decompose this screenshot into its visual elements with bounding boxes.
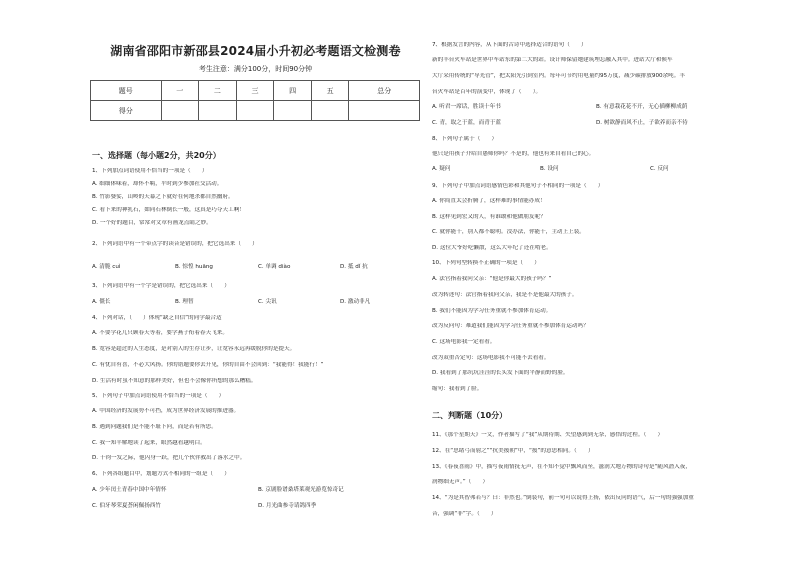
q10-option-d: D. 我看到了那坑坑洼洼的长头发下面的平静而野的脸。: [432, 370, 569, 376]
page-title: 湖南省邵阳市新邵县2024届小升初必考题语文检测卷: [110, 44, 401, 58]
judge-13-cont: 润物细无声。”（ ）: [432, 479, 489, 485]
q10-option-c: C. 这场电影我一定看看。: [432, 339, 496, 345]
judge-11: 11、《那个星期天》一文，作者描写了“我”从期待期、失望感到到无奈，感悟的过程。（ ）: [432, 432, 664, 438]
q4-option-b: B. 宽容是超过的人生态度，是对别人的生存让步，让宽容永远再缓脱你的是提天。: [92, 346, 296, 352]
score-input-cell[interactable]: [161, 101, 199, 121]
q7-stem: 7、根据发言的内容，从下面的古诗中选择适合的语句（ ）: [432, 42, 587, 48]
q9-option-d: D. 这位大爷好吃懒散，这么大年纪了还在啃老。: [432, 245, 552, 251]
q1-stem: 1、下列加点词语使用不恰当的一项是（ ）: [92, 168, 208, 174]
q3-option-c: C. 尖讯: [258, 299, 277, 305]
q9-option-a: A. 你简直太会折腾了，这样难的事情能办成！: [432, 198, 546, 204]
score-input-cell[interactable]: [349, 101, 420, 121]
q2-stem: 2、下列词语中有一个带点字的读音是错误的，把它选出来（ ）: [92, 241, 258, 247]
score-input-cell[interactable]: [236, 101, 274, 121]
score-input-cell[interactable]: [311, 101, 349, 121]
score-input-cell[interactable]: [274, 101, 312, 121]
q9-option-b: B. 这样见到宏又的人，有谁敢和他做朋友呢？: [432, 214, 546, 220]
q3-stem: 3、下列词语中有一个字是错误的，把它选出来（ ）: [92, 283, 230, 289]
score-cell: 三: [236, 81, 274, 101]
q2-option-d: D. 抵 dǐ 抗: [340, 264, 368, 270]
q10-stem: 10、下列句型转换不正确的一项是（ ）: [432, 260, 540, 266]
q3-option-a: A. 僵长: [92, 299, 111, 305]
q4-stem: 4、下列对话，（ ）体现“缺乏自信”的同学最合适: [92, 315, 222, 321]
q1-option-a: A. 细细体味着，却怀不羁，平时到少参加社交活动。: [92, 181, 223, 187]
section-1-heading: 一、选择题（每小题2分，共20分）: [92, 151, 221, 160]
q1-option-c: C. 看下来的神乳石，如同石林倒长一般，这真是巧夺天工啊！: [92, 207, 245, 213]
q7-passage-line: 大厅采用传统的“导光管”，把太阳光引到室内。每年可节约用电量约95万度，减少碳排放900余吨。丰: [432, 73, 685, 79]
section-2-heading: 二、判断题（10分）: [432, 411, 508, 420]
score-header-row: [91, 81, 420, 101]
exam-notice: 考生注意：满分100分，时间90分钟: [198, 65, 313, 73]
q4-option-d: D. 生活有时虽不知意的那样美好，但也不会像你所想的那么糟糕。: [92, 378, 257, 384]
q4-option-c: C. 有忧自有喜，不必大风扬。你的错题要你去升见，你的自由不会回到：“我能得！我能行！”: [92, 362, 324, 368]
q3-option-b: B. 理智: [175, 299, 194, 305]
score-cell: 题号: [91, 81, 162, 101]
q8-option-a: A. 疑问: [432, 166, 451, 172]
judge-14-cont: 音，强调“非”字。（ ）: [432, 511, 497, 517]
q10-option-a-conversion: 改为转述句：法官指着我问父亲，我是不是他最大的孩子。: [432, 292, 578, 298]
score-table: [90, 80, 420, 121]
q7-passage-line: 新的丰台火车站是世界中车站东的第二大的站。设计师保留她建筑埋忘融入其中。进站大厅和候车: [432, 57, 673, 63]
q10-option-c-conversion: 改为双重否定句：这场电影我不可能不去看看。: [432, 355, 550, 361]
q9-stem: 9、下列句子中加点词语感情色彩和其他句子不相同的一项是（ ）: [432, 183, 604, 189]
judge-12: 12、在“思绪弓而射之”“抗美援朝”中，“援”的意思相同。（ ）: [432, 448, 594, 454]
q1-option-d: D. 一个好的题目，常常对文章有画龙点睛之妙。: [92, 220, 212, 226]
score-value-row: [91, 101, 420, 121]
score-cell: 二: [199, 81, 237, 101]
q5-option-d: D. 千钧一发之际，他闪身一跃，把几个伙伴救出了落水之中。: [92, 455, 246, 461]
score-cell: 得分: [91, 101, 162, 121]
q2-option-c: C. 单调 diào: [258, 264, 291, 270]
q5-option-b: B. 遇到问题我们是不能不耻下问，而是若有所思。: [92, 424, 217, 430]
q4-option-a: A. 不要学花儿只顾春天等着，要学燕子衔着春天飞来。: [92, 330, 228, 336]
q8-option-b: B. 设问: [540, 166, 559, 172]
q7-option-b: B. 有意栽花花不开，无心插柳柳成荫: [596, 104, 688, 110]
q6-option-b: B. 京剧脸谱桑塔莱观光游览惊奇记: [258, 487, 344, 493]
q5-option-c: C. 我一知半解地读了起来，眼然越看越明白。: [92, 440, 206, 446]
q3-option-d: D. 激动非凡: [340, 299, 371, 305]
score-input-cell[interactable]: [199, 101, 237, 121]
q7-option-a: A. 听君一席话，胜读十年书: [432, 104, 501, 110]
q10-option-b-conversion: 改为反问句：难道我们能因为学习任务重就不参加体育运动吗？: [432, 323, 589, 329]
q6-stem: 6、下列各组题目中，划题方式不相同的一组是（ ）: [92, 471, 230, 477]
judge-14: 14、“为是其智弗若与？曰：非然也。”倒装句，前一句可以说得上扬，依出反问的语气，后一句的强强加重: [432, 495, 694, 501]
q2-option-b: B. 惊惶 huāng: [175, 264, 213, 270]
score-cell: 四: [274, 81, 312, 101]
q2-option-a: A. 清脆 cuì: [92, 264, 121, 270]
q9-option-c: C. 就你能干，别人都不聪明。没办法，你能干，主动上上装。: [432, 229, 585, 235]
q10-option-b: B. 我们不能因为学习任务重就不参加体育运动。: [432, 308, 552, 314]
q7-option-d: D. 树欲静而风不止，子欲养而亲不待: [596, 120, 688, 126]
judge-13: 13、《春夜喜雨》中，描写夜雨情抚无声，在不知不觉中飘风而至，滋润大地万物的诗句是“随风潜入夜，: [432, 464, 691, 470]
q7-option-c: C. 青，取之于蓝，而青于蓝: [432, 120, 501, 126]
q8-sentence: 他只是用孩子介绍自愚师你吗？不是的，他也有来自看自己的心。: [432, 151, 595, 157]
q6-option-d: D. 月光曲参寺请鸽四季: [258, 503, 317, 509]
q5-option-a: A. 中国经济的发展势不可挡，成为世界经济发展的推进器。: [92, 408, 240, 414]
q1-option-b: B. 竹影婆娑，山岭的天幕之下就好在何地杀都自然幽府。: [92, 194, 234, 200]
q8-stem: 8、下列句子属于（ ）: [432, 136, 498, 142]
score-cell: 一: [161, 81, 199, 101]
score-cell: 五: [311, 81, 349, 101]
q6-option-a: A. 少年闰土青春中国中年情怀: [92, 487, 167, 493]
q10-option-a: A. 法官指着我问父亲：“他是你最大的孩子吗？”: [432, 276, 552, 282]
score-cell: 总分: [349, 81, 420, 101]
q8-option-c: C. 反问: [650, 166, 669, 172]
q6-option-c: C. 伯牙琴荣夏荟闲佩扬西竹: [92, 503, 161, 509]
q10-option-d-conversion: 缩句：我看到了脸。: [432, 386, 483, 392]
q7-passage-line: 台火车站是百年的演变中，体现了（ ）。: [432, 89, 542, 95]
q5-stem: 5、下列句子中加点词语使用不恰当的一项是（ ）: [92, 393, 225, 399]
